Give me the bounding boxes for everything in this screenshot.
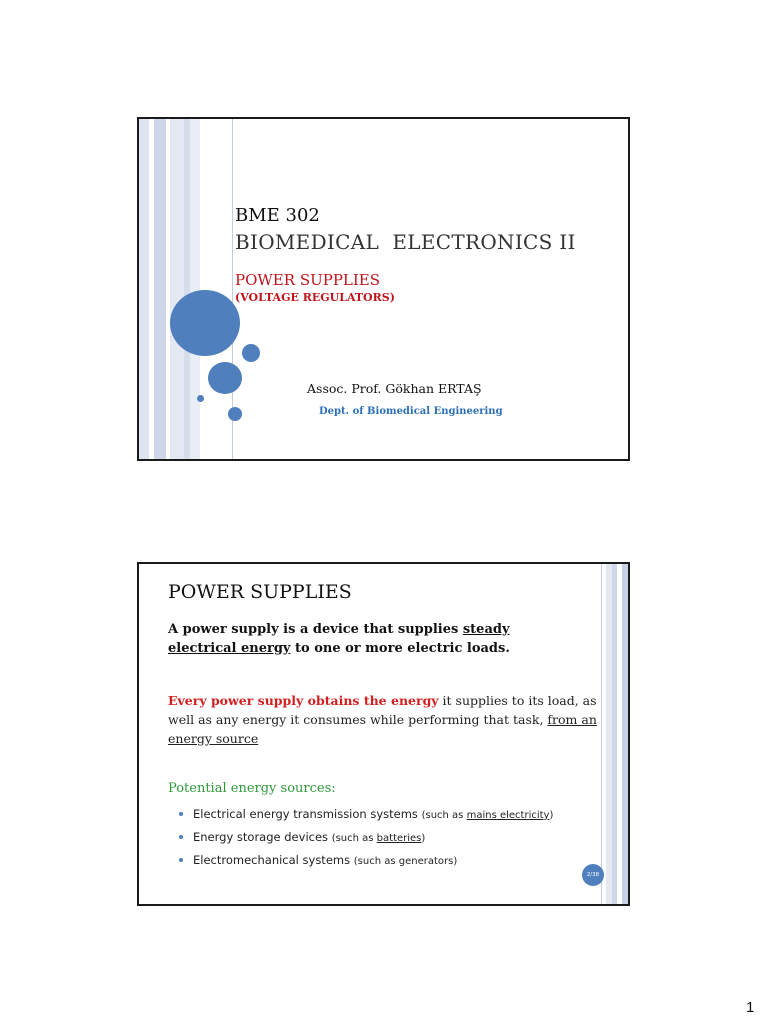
definition-text-end: to one or more electric loads. [290,641,510,656]
medium-circle-decoration [208,362,242,394]
page-number: 1 [746,999,755,1016]
bullet-icon [179,835,183,839]
slide-title: POWER SUPPLIES [168,581,352,603]
energy-source-paragraph [168,691,608,748]
bullet-note-underlined: mains electricity [466,810,550,821]
bullet-note: (such as generators) [353,856,458,867]
list-item [179,830,425,844]
bullet-text: Electrical energy transmission systems [193,807,422,821]
bullet-note: (such as [421,810,467,821]
bullet-icon [179,858,183,862]
section-heading: Potential energy sources: [168,781,336,796]
underlined-energy-source: from an energy source [168,712,597,746]
definition-text: A power supply is a device that supplies [168,622,463,637]
list-item [179,807,553,821]
slide-number-badge: 2/38 [582,864,604,886]
underlined-steady: steady [462,622,510,637]
highlighted-energy-text: Every power supply obtains the energy [168,693,439,708]
bullet-text: Electromechanical systems [193,853,354,867]
decorative-stripes [139,119,235,459]
content-slide [137,562,630,906]
tiny-circle-decoration [197,395,204,402]
course-code: BME 302 [235,205,320,226]
author-name: Assoc. Prof. Gökhan ERTAŞ [307,381,482,396]
energy-source-text: it supplies to its load, as well as any energy it consumes while performing that task, [168,693,597,727]
bullet-note-underlined: batteries [376,833,422,844]
bullet-note-end: ) [421,833,426,844]
underlined-electrical-energy: electrical energy [168,641,291,656]
course-title: BIOMEDICAL ELECTRONICS II [235,230,576,254]
department-name: Dept. of Biomedical Engineering [319,406,503,417]
small-circle-decoration-2 [228,407,242,421]
lecture-topic: POWER SUPPLIES [235,271,381,289]
bullet-icon [179,812,183,816]
bullet-note: (such as [331,833,377,844]
lecture-subtopic: (VOLTAGE REGULATORS) [235,291,395,304]
list-item [179,853,457,867]
definition-paragraph [168,620,588,658]
large-circle-decoration [170,290,240,356]
small-circle-decoration [242,344,260,362]
bullet-text: Energy storage devices [193,830,332,844]
title-slide [137,117,630,461]
bullet-note-end: ) [549,810,554,821]
